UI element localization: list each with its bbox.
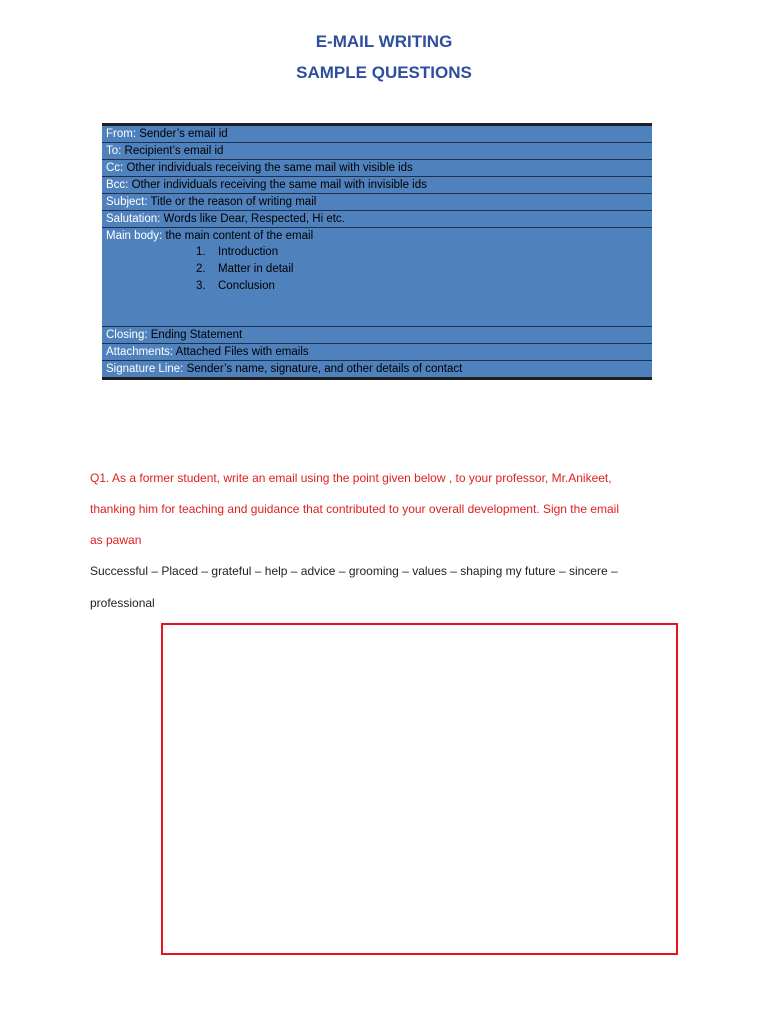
row-label: Attachments: <box>106 346 174 358</box>
row-label: Salutation: <box>106 213 161 225</box>
main-body-points <box>106 244 648 295</box>
keywords-line-2: professional <box>90 596 155 610</box>
page-title: E-MAIL WRITING <box>315 32 453 51</box>
question-text-line-1: Q1. As a former student, write an email using the point given below , to your professor, Mr.Anikeet, <box>90 471 612 485</box>
row-label: Signature Line: <box>106 363 184 375</box>
table-row-cc <box>102 160 652 177</box>
table-row-bcc <box>102 177 652 194</box>
row-label: Subject: <box>106 196 148 208</box>
row-value: Title or the reason of writing mail <box>147 196 317 208</box>
row-label: Closing: <box>106 329 148 341</box>
row-label: From: <box>106 128 137 140</box>
list-item: 2. Matter in detail <box>196 263 294 275</box>
row-value: Ending Statement <box>147 329 243 341</box>
row-value: Recipient’s email id <box>121 145 224 157</box>
table-row-from <box>102 126 652 143</box>
row-value: Words like Dear, Respected, Hi etc. <box>160 213 345 225</box>
row-label: Main body: <box>106 230 163 242</box>
table-row-attachments <box>102 344 652 361</box>
row-label: To: <box>106 145 122 157</box>
list-item: 3. Conclusion <box>196 280 275 292</box>
row-value: Other individuals receiving the same mail with visible ids <box>123 162 413 174</box>
table-row-salutation <box>102 211 652 228</box>
question-text-line-3: as pawan <box>90 533 142 547</box>
keywords-line-1: Successful – Placed – grateful – help – advice – grooming – values – shaping my future – sincere – <box>90 564 618 578</box>
row-label: Cc: <box>106 162 124 174</box>
table-row-subject <box>102 194 652 211</box>
table-row-closing <box>102 327 652 344</box>
table-row-signature <box>102 361 652 377</box>
page-subtitle: SAMPLE QUESTIONS <box>296 63 472 82</box>
row-value: Attached Files with emails <box>173 346 309 358</box>
table-row-main-body <box>102 228 652 327</box>
row-label: Bcc: <box>106 179 129 191</box>
question-text-line-2: thanking him for teaching and guidance that contributed to your overall development. Sign the email <box>90 502 619 516</box>
row-value: Other individuals receiving the same mail with invisible ids <box>128 179 427 191</box>
row-value: the main content of the email <box>162 230 314 242</box>
answer-box[interactable] <box>161 623 678 955</box>
table-row-to <box>102 143 652 160</box>
email-format-table <box>102 123 652 380</box>
row-value: Sender’s email id <box>136 128 228 140</box>
list-item: 1. Introduction <box>196 246 279 258</box>
row-value: Sender’s name, signature, and other details of contact <box>183 363 463 375</box>
